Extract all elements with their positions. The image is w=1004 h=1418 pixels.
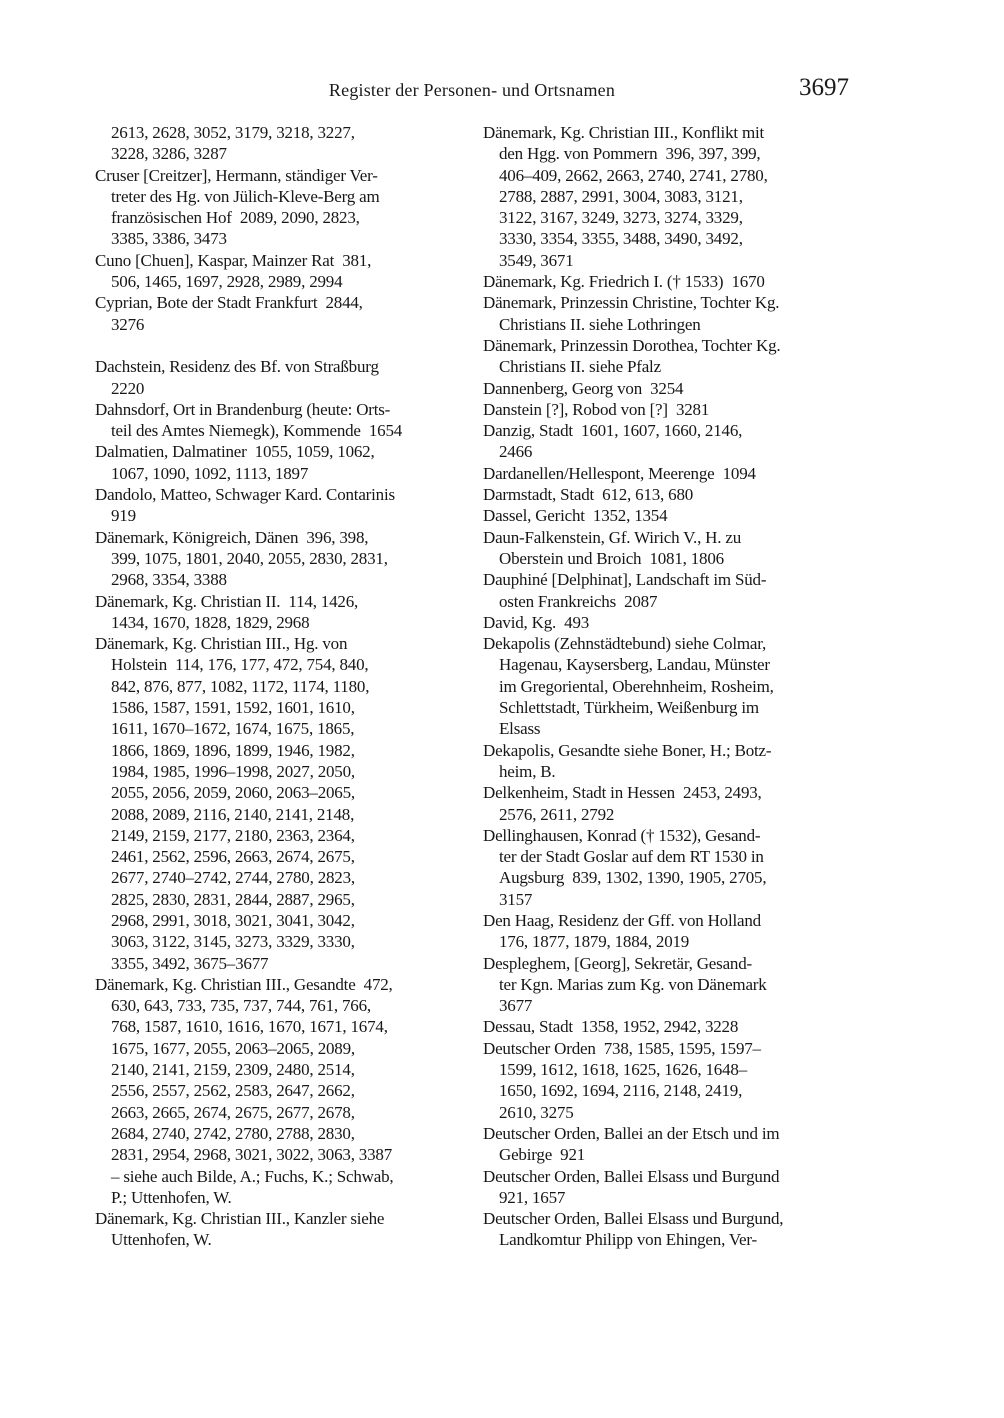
index-line: Dellinghausen, Konrad († 1532), Gesand- [483,825,761,845]
index-line: 2663, 2665, 2674, 2675, 2677, 2678, [111,1102,355,1122]
index-line: Dekapolis (Zehnstädtebund) siehe Colmar, [483,634,767,654]
index-line: 1650, 1692, 1694, 2116, 2148, 2419, [499,1081,743,1101]
index-line: Dalmatien, Dalmatiner 1055, 1059, 1062, [95,442,375,462]
index-line: 3677 [499,996,533,1016]
index-line: Cuno [Chuen], Kaspar, Mainzer Rat 381, [95,250,372,270]
index-column-left [95,122,461,1251]
index-line: Danzig, Stadt 1601, 1607, 1660, 2146, [483,421,743,441]
index-line: Dänemark, Prinzessin Christine, Tochter Kg. [483,293,780,313]
index-line: Despleghem, [Georg], Sekretär, Gesand- [483,953,752,973]
index-line: 630, 643, 733, 735, 737, 744, 761, 766, [111,996,371,1016]
index-line: im Gregoriental, Oberehnheim, Rosheim, [499,676,774,696]
index-line: 1866, 1869, 1896, 1899, 1946, 1982, [111,740,355,760]
index-line: 406–409, 2662, 2663, 2740, 2741, 2780, [499,165,768,185]
index-line: Dänemark, Kg. Christian III., Kanzler siehe [95,1209,385,1229]
index-line: osten Frankreichs 2087 [499,591,658,611]
index-line: französischen Hof 2089, 2090, 2823, [111,208,360,228]
index-line: – siehe auch Bilde, A.; Fuchs, K.; Schwab, [111,1166,394,1186]
index-line: Christians II. siehe Lothringen [499,314,701,334]
index-line: den Hgg. von Pommern 396, 397, 399, [499,144,761,164]
index-line: teil des Amtes Niemegk), Kommende 1654 [111,421,403,441]
index-line: Dandolo, Matteo, Schwager Kard. Contarinis [95,485,395,505]
index-line: 2556, 2557, 2562, 2583, 2647, 2662, [111,1081,355,1101]
index-line: 1586, 1587, 1591, 1592, 1601, 1610, [111,698,355,718]
index-column-right [483,122,849,1251]
index-line: 2055, 2056, 2059, 2060, 2063–2065, [111,783,355,803]
index-line: 399, 1075, 1801, 2040, 2055, 2830, 2831, [111,548,388,568]
index-line: 176, 1877, 1879, 1884, 2019 [499,932,690,952]
index-line: Dänemark, Königreich, Dänen 396, 398, [95,527,369,547]
index-line: Cruser [Creitzer], Hermann, ständiger Ver- [95,165,378,185]
index-line: 2576, 2611, 2792 [499,804,615,824]
index-line: Deutscher Orden, Ballei Elsass und Burgund, [483,1209,784,1229]
index-line: Dannenberg, Georg von 3254 [483,378,684,398]
index-line: Dachstein, Residenz des Bf. von Straßburg [95,357,379,377]
index-line: Dänemark, Kg. Christian III., Konflikt mit [483,123,765,142]
index-line: P.; Uttenhofen, W. [111,1187,232,1207]
index-line: 2466 [499,442,533,462]
index-line: 2677, 2740–2742, 2744, 2780, 2823, [111,868,355,888]
index-line: Dardanellen/Hellespont, Meerenge 1094 [483,463,756,483]
index-line: 842, 876, 877, 1082, 1172, 1174, 1180, [111,676,370,696]
index-line: treter des Hg. von Jülich-Kleve-Berg am [111,186,380,206]
index-line: 1067, 1090, 1092, 1113, 1897 [111,463,309,483]
index-line: 1675, 1677, 2055, 2063–2065, 2089, [111,1038,355,1058]
index-line: ter der Stadt Goslar auf dem RT 1530 in [499,847,764,867]
index-line: Dessau, Stadt 1358, 1952, 2942, 3228 [483,1017,739,1037]
index-line: David, Kg. 493 [483,612,590,632]
running-title: Register der Personen- und Ortsnamen [328,80,616,100]
index-line: Oberstein und Broich 1081, 1806 [499,548,724,568]
index-line: heim, B. [499,761,556,781]
index-line: 3330, 3354, 3355, 3488, 3490, 3492, [499,229,743,249]
index-line: 2968, 3354, 3388 [111,570,227,590]
index-line: 1599, 1612, 1618, 1625, 1626, 1648– [499,1060,748,1080]
index-line: 2788, 2887, 2991, 3004, 3083, 3121, [499,186,743,206]
index-line: 3276 [111,314,145,334]
index-line: 2613, 2628, 3052, 3179, 3218, 3227, [111,123,355,142]
page-header [95,72,849,106]
index-line: Dekapolis, Gesandte siehe Boner, H.; Botz- [483,740,772,760]
index-line: 1984, 1985, 1996–1998, 2027, 2050, [111,761,355,781]
index-line: 2684, 2740, 2742, 2780, 2788, 2830, [111,1123,355,1143]
index-line: 3122, 3167, 3249, 3273, 3274, 3329, [499,208,743,228]
index-line: Delkenheim, Stadt in Hessen 2453, 2493, [483,783,762,803]
index-line: Deutscher Orden, Ballei Elsass und Burgund [483,1166,780,1186]
index-line: 768, 1587, 1610, 1616, 1670, 1671, 1674, [111,1017,388,1037]
index-line: Dauphiné [Delphinat], Landschaft im Süd- [483,570,767,590]
index-line: Dänemark, Prinzessin Dorothea, Tochter Kg. [483,335,781,355]
index-line: 2220 [111,378,145,398]
index-section-gap [95,335,461,356]
index-line: Landkomtur Philipp von Ehingen, Ver- [499,1230,757,1250]
index-line: Hagenau, Kaysersberg, Landau, Münster [499,655,770,675]
index-line: 3228, 3286, 3287 [111,144,227,164]
index-line: 3157 [499,889,533,909]
index-line: Darmstadt, Stadt 612, 613, 680 [483,485,694,505]
index-line: 3355, 3492, 3675–3677 [111,953,269,973]
index-line: Gebirge 921 [499,1145,586,1165]
index-line: Schlettstadt, Türkheim, Weißenburg im [499,698,759,718]
index-line: 919 [111,506,136,526]
index-line: Dänemark, Kg. Christian III., Gesandte 472, [95,974,393,994]
index-line: 3549, 3671 [499,250,574,270]
index-line: 2149, 2159, 2177, 2180, 2363, 2364, [111,825,355,845]
index-line: Danstein [?], Robod von [?] 3281 [483,399,710,419]
index-line: 2610, 3275 [499,1102,574,1122]
index-line: 506, 1465, 1697, 2928, 2989, 2994 [111,272,343,292]
index-line: Augsburg 839, 1302, 1390, 1905, 2705, [499,868,767,888]
index-line: Deutscher Orden 738, 1585, 1595, 1597– [483,1038,761,1058]
index-line: 2825, 2830, 2831, 2844, 2887, 2965, [111,889,355,909]
index-line: 921, 1657 [499,1187,566,1207]
index-line: Dassel, Gericht 1352, 1354 [483,506,668,526]
index-line: Dänemark, Kg. Friedrich I. († 1533) 1670 [483,272,765,292]
index-line: 1434, 1670, 1828, 1829, 2968 [111,612,310,632]
index-line: Holstein 114, 176, 177, 472, 754, 840, [111,655,369,675]
index-line: 2461, 2562, 2596, 2663, 2674, 2675, [111,847,355,867]
index-line: Christians II. siehe Pfalz [499,357,661,377]
index-line: Elsass [499,719,541,739]
index-line: ter Kgn. Marias zum Kg. von Dänemark [499,974,767,994]
index-line: Dänemark, Kg. Christian III., Hg. von [95,634,348,654]
index-line: Deutscher Orden, Ballei an der Etsch und im [483,1123,780,1143]
index-line: 2140, 2141, 2159, 2309, 2480, 2514, [111,1060,355,1080]
index-line: Den Haag, Residenz der Gff. von Holland [483,910,761,930]
index-line: 1611, 1670–1672, 1674, 1675, 1865, [111,719,355,739]
index-line: 3063, 3122, 3145, 3273, 3329, 3330, [111,932,355,952]
index-line: Uttenhofen, W. [111,1230,212,1250]
index-line: Cyprian, Bote der Stadt Frankfurt 2844, [95,293,363,313]
index-line: 2831, 2954, 2968, 3021, 3022, 3063, 3387 [111,1145,393,1165]
index-line: Daun-Falkenstein, Gf. Wirich V., H. zu [483,527,742,547]
index-line: 2088, 2089, 2116, 2140, 2141, 2148, [111,804,355,824]
index-line: Dänemark, Kg. Christian II. 114, 1426, [95,591,359,611]
page-number: 3697 [799,74,849,101]
index-columns [95,122,849,1251]
index-line: 3385, 3386, 3473 [111,229,227,249]
index-line: 2968, 2991, 3018, 3021, 3041, 3042, [111,910,355,930]
index-line: Dahnsdorf, Ort in Brandenburg (heute: Orts- [95,399,391,419]
